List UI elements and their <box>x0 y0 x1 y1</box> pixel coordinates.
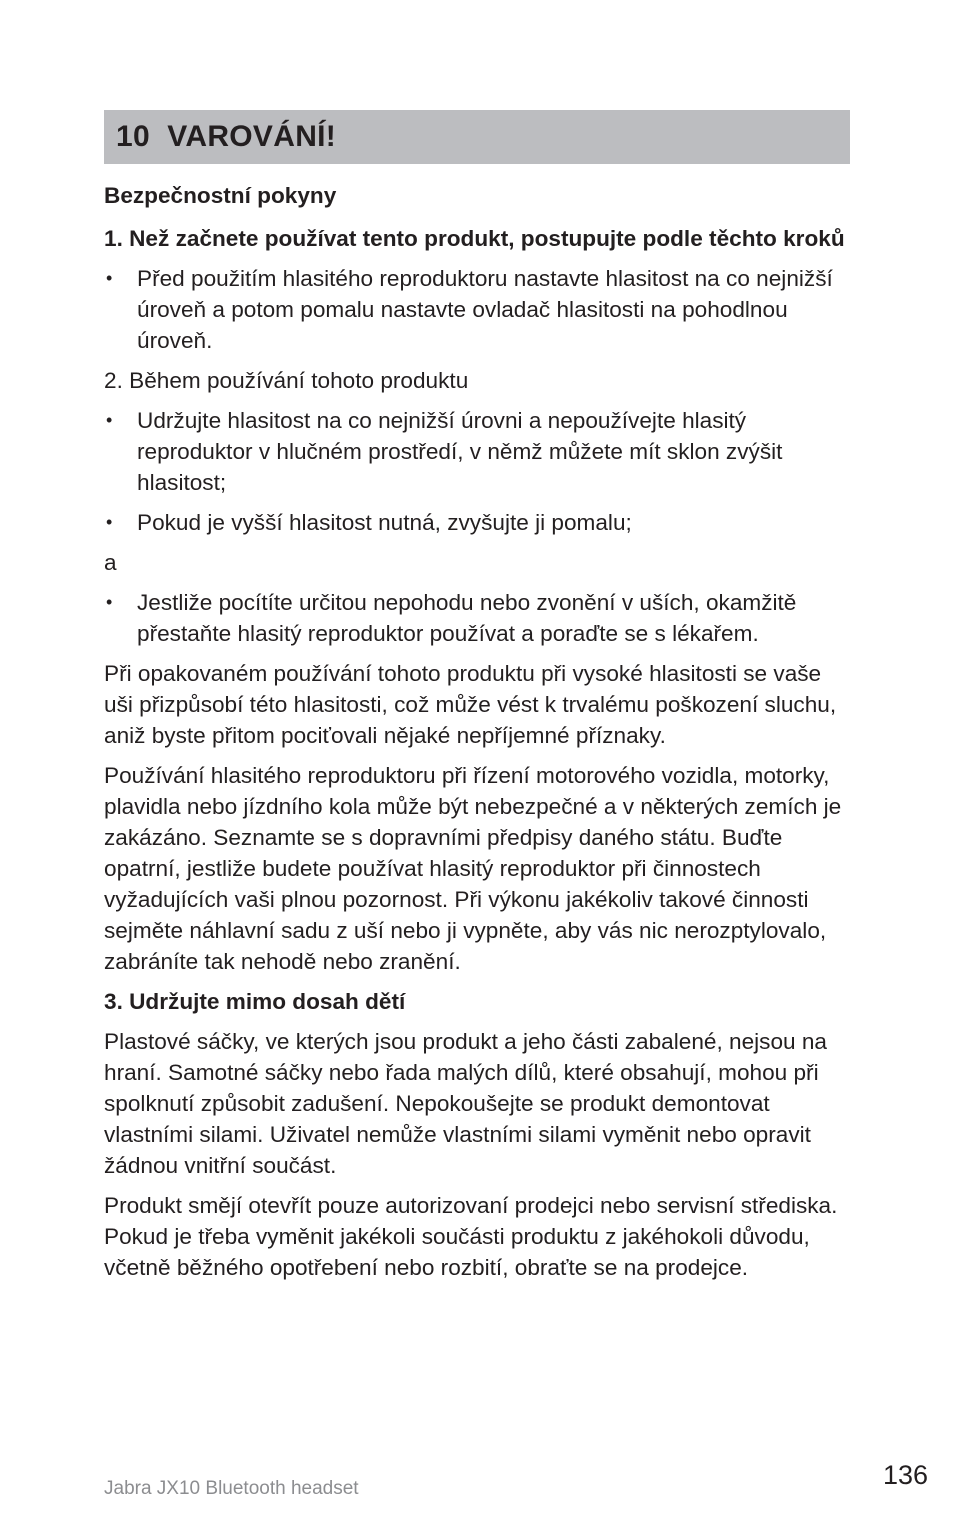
list-item <box>104 263 856 356</box>
step2-list-b <box>104 587 856 649</box>
paragraph-driving: Používání hlasitého reproduktoru při řízení motorového vozidla, motorky, plavidla nebo jízdního kola může být nebezpečné a v některých zemích je zakázáno. Seznamte se s dopravními předpisy daného státu. Buďte opatrní, jestliže budete používat hlasitý reproduktor při činnostech vyžadujících vaši plnou pozornost. Při výkonu jakékoliv takové činnosti sejměte náhlavní sadu z uší nebo ji vypněte, aby vás nic nerozptylovalo, zabráníte tak nehodě nebo zranění. <box>104 763 842 974</box>
paragraph-hearing-damage: Při opakovaném používání tohoto produktu při vysoké hlasitosti se vaše uši přizpůsobí této hlasitosti, což může vést k trvalému poškození sluchu, aniž byste přitom pociťovali nějaké nepříjemné příznaky. <box>104 661 837 748</box>
page-number: 136 <box>882 1460 928 1490</box>
heading-safety: Bezpečnostní pokyny <box>104 183 337 208</box>
connector-text: a <box>104 550 117 575</box>
step3-heading: 3. Udržujte mimo dosah dětí <box>104 989 406 1014</box>
page-content <box>104 180 856 1292</box>
list-item-text: Jestliže pocítíte určitou nepohodu nebo zvonění v uších, okamžitě přestaňte hlasitý reproduktor používat a poraďte se s lékařem. <box>137 590 797 646</box>
bullet-icon: • <box>106 512 113 532</box>
footer-product-name: Jabra JX10 Bluetooth headset <box>104 1478 359 1499</box>
step2-list <box>104 405 856 538</box>
step1-heading: 1. Než začnete používat tento produkt, postupujte podle těchto kroků <box>104 226 845 251</box>
list-item-text: Před použitím hlasitého reproduktoru nastavte hlasitost na co nejnižší úroveň a potom pomalu nastavte ovladač hlasitosti na pohodlnou úroveň. <box>137 266 833 353</box>
paragraph-service: Produkt smějí otevřít pouze autorizovaní prodejci nebo servisní střediska. Pokud je třeba vyměnit jakékoli součásti produktu z jakéhokoli důvodu, včetně běžného opotřebení nebo rozbití, obraťte se na prodejce. <box>104 1193 838 1280</box>
paragraph-children: Plastové sáčky, ve kterých jsou produkt a jeho části zabalené, nejsou na hraní. Samotné sáčky nebo řada malých dílů, které obsahují, mohou při spolknutí způsobit zadušení. Nepokoušejte se produkt demontovat vlastními silami. Uživatel nemůže vlastními silami vyměnit nebo opravit žádnou vnitřní součást. <box>104 1029 827 1178</box>
list-item <box>104 587 856 649</box>
list-item <box>104 507 856 538</box>
section-title <box>116 116 336 158</box>
bullet-icon: • <box>106 592 113 612</box>
list-item-text: Udržujte hlasitost na co nejnižší úrovni a nepoužívejte hlasitý reproduktor v hlučném prostředí, v němž můžete mít sklon zvýšit hlasitost; <box>137 408 783 495</box>
list-item <box>104 405 856 498</box>
step2-heading: 2. Během používání tohoto produktu <box>104 368 469 393</box>
section-title-text: VAROVÁNÍ! <box>167 120 337 153</box>
step1-list <box>104 263 856 356</box>
bullet-icon: • <box>106 410 113 430</box>
section-number: 10 <box>116 120 150 153</box>
list-item-text: Pokud je vyšší hlasitost nutná, zvyšujte ji pomalu; <box>137 510 632 535</box>
bullet-icon: • <box>106 268 113 288</box>
